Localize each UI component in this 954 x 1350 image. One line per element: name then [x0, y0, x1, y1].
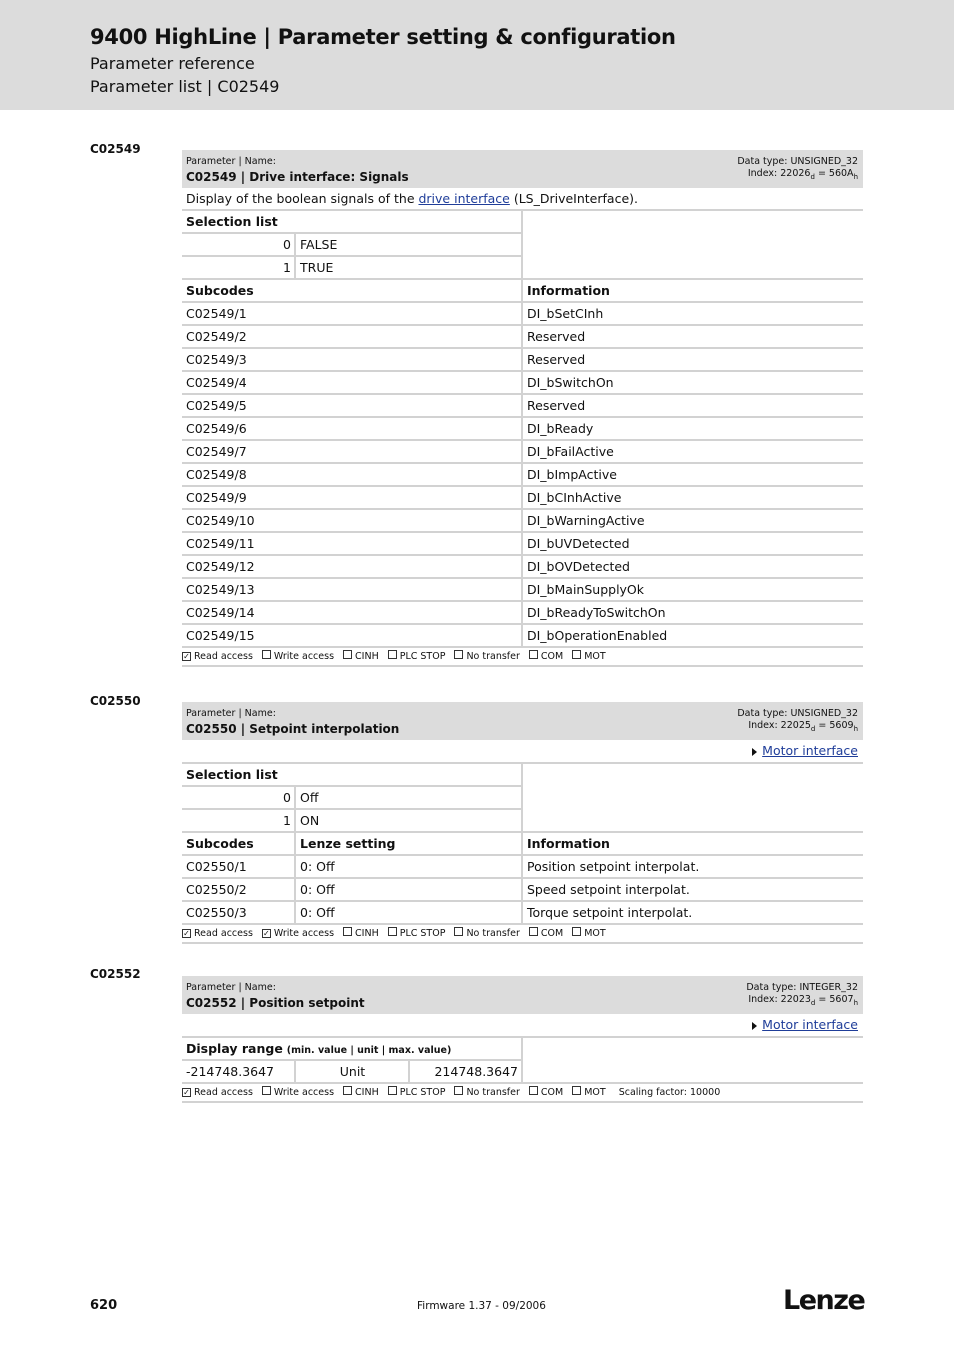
- motor-interface-link[interactable]: Motor interface: [762, 743, 858, 758]
- access-flags: [182, 1084, 863, 1103]
- param-header: [182, 702, 863, 740]
- table-row: [182, 464, 863, 487]
- range-unit: Unit: [294, 1061, 409, 1082]
- table-row: [182, 902, 863, 925]
- table-row: [182, 510, 863, 533]
- selection-label: FALSE: [294, 234, 521, 255]
- param-index: [737, 168, 858, 183]
- subcode: C02549/4: [186, 375, 247, 390]
- drive-interface-link[interactable]: drive interface: [418, 191, 510, 206]
- data-type: Data type: UNSIGNED_32: [737, 708, 858, 719]
- subcode: C02550/2: [186, 882, 247, 897]
- checkbox-empty-icon: [262, 650, 271, 659]
- subcode: C02549/10: [186, 513, 255, 528]
- subcode-info: DI_bReadyToSwitchOn: [521, 602, 863, 623]
- subcode: C02549/8: [186, 467, 247, 482]
- checkbox-checked-icon: ✓: [183, 652, 190, 661]
- checkbox-empty-icon: [529, 650, 538, 659]
- param-header: [182, 150, 863, 188]
- checkbox-empty-icon: [262, 1086, 271, 1095]
- selection-row: [182, 810, 863, 833]
- arrow-right-icon: [752, 1022, 757, 1030]
- selection-row: [182, 787, 863, 810]
- access-flag-label: Read access: [194, 651, 253, 662]
- subcode: C02549/13: [186, 582, 255, 597]
- subcode: C02549/15: [186, 628, 255, 643]
- table-row: [182, 879, 863, 902]
- arrow-right-icon: [752, 748, 757, 756]
- access-flag-label: PLC STOP: [399, 928, 446, 939]
- subcode-info: Position setpoint interpolat.: [521, 856, 863, 877]
- access-flag-com: [529, 651, 563, 662]
- subcode-info: Speed setpoint interpolat.: [521, 879, 863, 900]
- access-flag-label: COM: [540, 651, 564, 662]
- subcode: C02549/5: [186, 398, 247, 413]
- information-header: Information: [521, 280, 863, 301]
- param-name-caption: Parameter | Name:: [186, 982, 276, 993]
- param-side-label: C02552: [90, 967, 141, 981]
- index-value: Index: 22023: [748, 994, 811, 1005]
- access-flag-write-access: [262, 928, 334, 939]
- motor-interface-row: [182, 740, 863, 764]
- param-block-c02549: [182, 150, 863, 667]
- firmware-version: Firmware 1.37 - 09/2006: [417, 1300, 546, 1312]
- display-range-caption: (min. value | unit | max. value): [286, 1045, 452, 1056]
- table-row: [182, 602, 863, 625]
- access-flag-label: CINH: [355, 1087, 379, 1098]
- checkbox-empty-icon: [343, 1086, 352, 1095]
- selection-row: [182, 257, 863, 280]
- checkbox-empty-icon: [529, 927, 538, 936]
- subcode: C02549/7: [186, 444, 247, 459]
- param-datatype: [737, 708, 858, 735]
- index-value: Index: 22026: [747, 168, 811, 179]
- param-side-label: C02549: [90, 142, 141, 156]
- subcode: C02549/9: [186, 490, 247, 505]
- index-hex: = 5609: [815, 720, 854, 731]
- param-description: [182, 188, 863, 211]
- param-name: C02549 | Drive interface: Signals: [186, 170, 409, 184]
- checkbox-empty-icon: [343, 927, 352, 936]
- access-flag-write-access: [262, 651, 334, 662]
- checkbox-empty-icon: [572, 1086, 581, 1095]
- lenze-setting: 0: Off: [294, 902, 521, 923]
- subcode: C02549/2: [186, 329, 247, 344]
- checkbox-empty-icon: [529, 1086, 538, 1095]
- index-hex-subscript: h: [853, 172, 858, 181]
- display-range-title: Display range: [186, 1041, 283, 1056]
- subcode: C02550/1: [186, 859, 247, 874]
- selection-label: TRUE: [294, 257, 521, 278]
- access-flag-label: No transfer: [466, 1087, 520, 1098]
- checkbox-empty-icon: [572, 650, 581, 659]
- checkbox-empty-icon: [388, 927, 397, 936]
- subcode-info: DI_bCInhActive: [521, 487, 863, 508]
- access-flag-no-transfer: [454, 1087, 519, 1098]
- param-side-label: C02550: [90, 694, 141, 708]
- subcode-info: Torque setpoint interpolat.: [521, 902, 863, 923]
- access-flags: [182, 925, 863, 944]
- access-flag-mot: [572, 651, 605, 662]
- selection-list-header: Selection list: [186, 214, 278, 229]
- table-row: [182, 556, 863, 579]
- access-flag-com: [529, 928, 563, 939]
- access-flag-label: PLC STOP: [399, 651, 446, 662]
- access-flag-read-access: [182, 928, 253, 939]
- selection-row: [182, 234, 863, 257]
- selection-header-row: [182, 764, 863, 787]
- page-number: 620: [90, 1298, 118, 1313]
- access-flag-label: CINH: [355, 651, 379, 662]
- subcode-info: DI_bReady: [521, 418, 863, 439]
- subcodes-header-row: [182, 833, 863, 856]
- access-flag-label: Read access: [194, 1087, 253, 1098]
- subcode-info: Reserved: [521, 326, 863, 347]
- param-datatype: [746, 982, 858, 1009]
- subcode-info: DI_bOVDetected: [521, 556, 863, 577]
- display-range-row: [182, 1061, 863, 1084]
- table-row: [182, 487, 863, 510]
- index-hex: = 5607: [815, 994, 854, 1005]
- index-dec-subscript: d: [810, 724, 816, 733]
- table-row: [182, 326, 863, 349]
- access-flag-label: Read access: [194, 928, 253, 939]
- range-min: -214748.3647: [186, 1064, 275, 1079]
- param-header: [182, 976, 863, 1014]
- param-name-caption: Parameter | Name:: [186, 708, 276, 719]
- information-header: Information: [521, 833, 863, 854]
- param-name: C02552 | Position setpoint: [186, 996, 365, 1010]
- checkbox-empty-icon: [454, 650, 463, 659]
- motor-interface-link[interactable]: Motor interface: [762, 1017, 858, 1032]
- param-index: [746, 994, 858, 1009]
- lenze-logo: Lenze: [783, 1285, 865, 1316]
- access-flag-no-transfer: [454, 928, 519, 939]
- access-flag-label: No transfer: [466, 928, 520, 939]
- motor-interface-row: [182, 1014, 863, 1038]
- access-flag-read-access: [182, 651, 253, 662]
- param-block-c02550: [182, 702, 863, 944]
- page-header: [0, 0, 954, 110]
- data-type: Data type: INTEGER_32: [746, 982, 858, 993]
- access-flag-label: Write access: [273, 651, 335, 662]
- display-range-header-row: [182, 1038, 863, 1061]
- checkbox-checked-icon: ✓: [183, 1088, 190, 1097]
- index-value: Index: 22025: [748, 720, 811, 731]
- selection-value: 1: [283, 813, 291, 828]
- subcodes-header: Subcodes: [186, 283, 254, 298]
- table-row: [182, 303, 863, 326]
- table-row: [182, 418, 863, 441]
- desc-text: Display of the boolean signals of the: [186, 191, 419, 206]
- access-flag-no-transfer: [454, 651, 519, 662]
- index-hex-subscript: h: [853, 724, 858, 733]
- access-flag-label: COM: [540, 1087, 564, 1098]
- subcodes-list: [182, 303, 863, 648]
- lenze-setting-header: Lenze setting: [294, 833, 521, 854]
- table-row: [182, 349, 863, 372]
- selection-list-header: Selection list: [186, 767, 278, 782]
- subcodes-header: Subcodes: [186, 836, 254, 851]
- selection-value: 0: [283, 237, 291, 252]
- access-flag-mot: [572, 1087, 605, 1098]
- page-section: Parameter list | C02549: [90, 77, 280, 96]
- checkbox-checked-icon: ✓: [183, 929, 190, 938]
- access-flag-read-access: [182, 1087, 253, 1098]
- param-name: C02550 | Setpoint interpolation: [186, 722, 400, 736]
- access-flag-label: MOT: [584, 651, 606, 662]
- param-name-caption: Parameter | Name:: [186, 156, 276, 167]
- access-flag-label: Write access: [273, 928, 335, 939]
- subcode-info: Reserved: [521, 349, 863, 370]
- subcodes-list: [182, 856, 863, 925]
- access-flag-mot: [572, 928, 605, 939]
- subcode-info: DI_bFailActive: [521, 441, 863, 462]
- selection-value: 0: [283, 790, 291, 805]
- checkbox-checked-icon: ✓: [263, 929, 270, 938]
- access-flag-label: MOT: [584, 928, 606, 939]
- subcode-info: Reserved: [521, 395, 863, 416]
- table-row: [182, 533, 863, 556]
- checkbox-empty-icon: [343, 650, 352, 659]
- subcode: C02550/3: [186, 905, 247, 920]
- access-flag-plc-stop: [388, 651, 446, 662]
- access-flag-label: Write access: [273, 1087, 335, 1098]
- subcode-info: DI_bWarningActive: [521, 510, 863, 531]
- access-flag-cinh: [343, 928, 379, 939]
- checkbox-empty-icon: [388, 1086, 397, 1095]
- table-row: [182, 625, 863, 648]
- scaling-factor: Scaling factor: 10000: [618, 1087, 721, 1098]
- access-flag-label: COM: [540, 928, 564, 939]
- subcode: C02549/3: [186, 352, 247, 367]
- desc-text-suffix: (LS_DriveInterface).: [509, 191, 638, 206]
- subcode-info: DI_bSwitchOn: [521, 372, 863, 393]
- table-row: [182, 395, 863, 418]
- checkbox-empty-icon: [454, 1086, 463, 1095]
- param-datatype: [737, 156, 858, 183]
- access-flag-plc-stop: [388, 928, 446, 939]
- page-title: 9400 HighLine | Parameter setting & configuration: [90, 25, 676, 49]
- table-row: [182, 579, 863, 602]
- checkbox-empty-icon: [454, 927, 463, 936]
- checkbox-empty-icon: [388, 650, 397, 659]
- subcode: C02549/6: [186, 421, 247, 436]
- subcodes-header-row: [182, 280, 863, 303]
- access-flag-label: PLC STOP: [399, 1087, 446, 1098]
- subcode-info: DI_bSetCInh: [521, 303, 863, 324]
- page-subtitle: Parameter reference: [90, 54, 255, 73]
- selection-header-row: [182, 211, 863, 234]
- access-flag-cinh: [343, 651, 379, 662]
- param-block-c02552: [182, 976, 863, 1103]
- display-range-header: [182, 1038, 521, 1059]
- access-flag-com: [529, 1087, 563, 1098]
- index-hex: = 560A: [814, 168, 854, 179]
- data-type: Data type: UNSIGNED_32: [737, 156, 858, 167]
- index-dec-subscript: d: [810, 998, 816, 1007]
- subcode: C02549/14: [186, 605, 255, 620]
- access-flags: [182, 648, 863, 667]
- index-dec-subscript: d: [810, 172, 815, 181]
- selection-value: 1: [283, 260, 291, 275]
- checkbox-empty-icon: [572, 927, 581, 936]
- access-flag-label: No transfer: [466, 651, 520, 662]
- subcode-info: DI_bImpActive: [521, 464, 863, 485]
- subcode: C02549/11: [186, 536, 255, 551]
- subcode-info: DI_bOperationEnabled: [521, 625, 863, 646]
- access-flag-plc-stop: [388, 1087, 446, 1098]
- subcode-info: DI_bUVDetected: [521, 533, 863, 554]
- param-index: [737, 720, 858, 735]
- table-row: [182, 441, 863, 464]
- lenze-setting: 0: Off: [294, 856, 521, 877]
- selection-label: Off: [294, 787, 521, 808]
- table-row: [182, 372, 863, 395]
- access-flag-cinh: [343, 1087, 379, 1098]
- subcode: C02549/1: [186, 306, 247, 321]
- range-max: 214748.3647: [408, 1061, 521, 1082]
- subcode: C02549/12: [186, 559, 255, 574]
- index-hex-subscript: h: [853, 998, 858, 1007]
- subcode-info: DI_bMainSupplyOk: [521, 579, 863, 600]
- table-row: [182, 856, 863, 879]
- access-flag-label: MOT: [584, 1087, 606, 1098]
- access-flag-label: CINH: [355, 928, 379, 939]
- access-flag-write-access: [262, 1087, 334, 1098]
- selection-label: ON: [294, 810, 521, 831]
- lenze-setting: 0: Off: [294, 879, 521, 900]
